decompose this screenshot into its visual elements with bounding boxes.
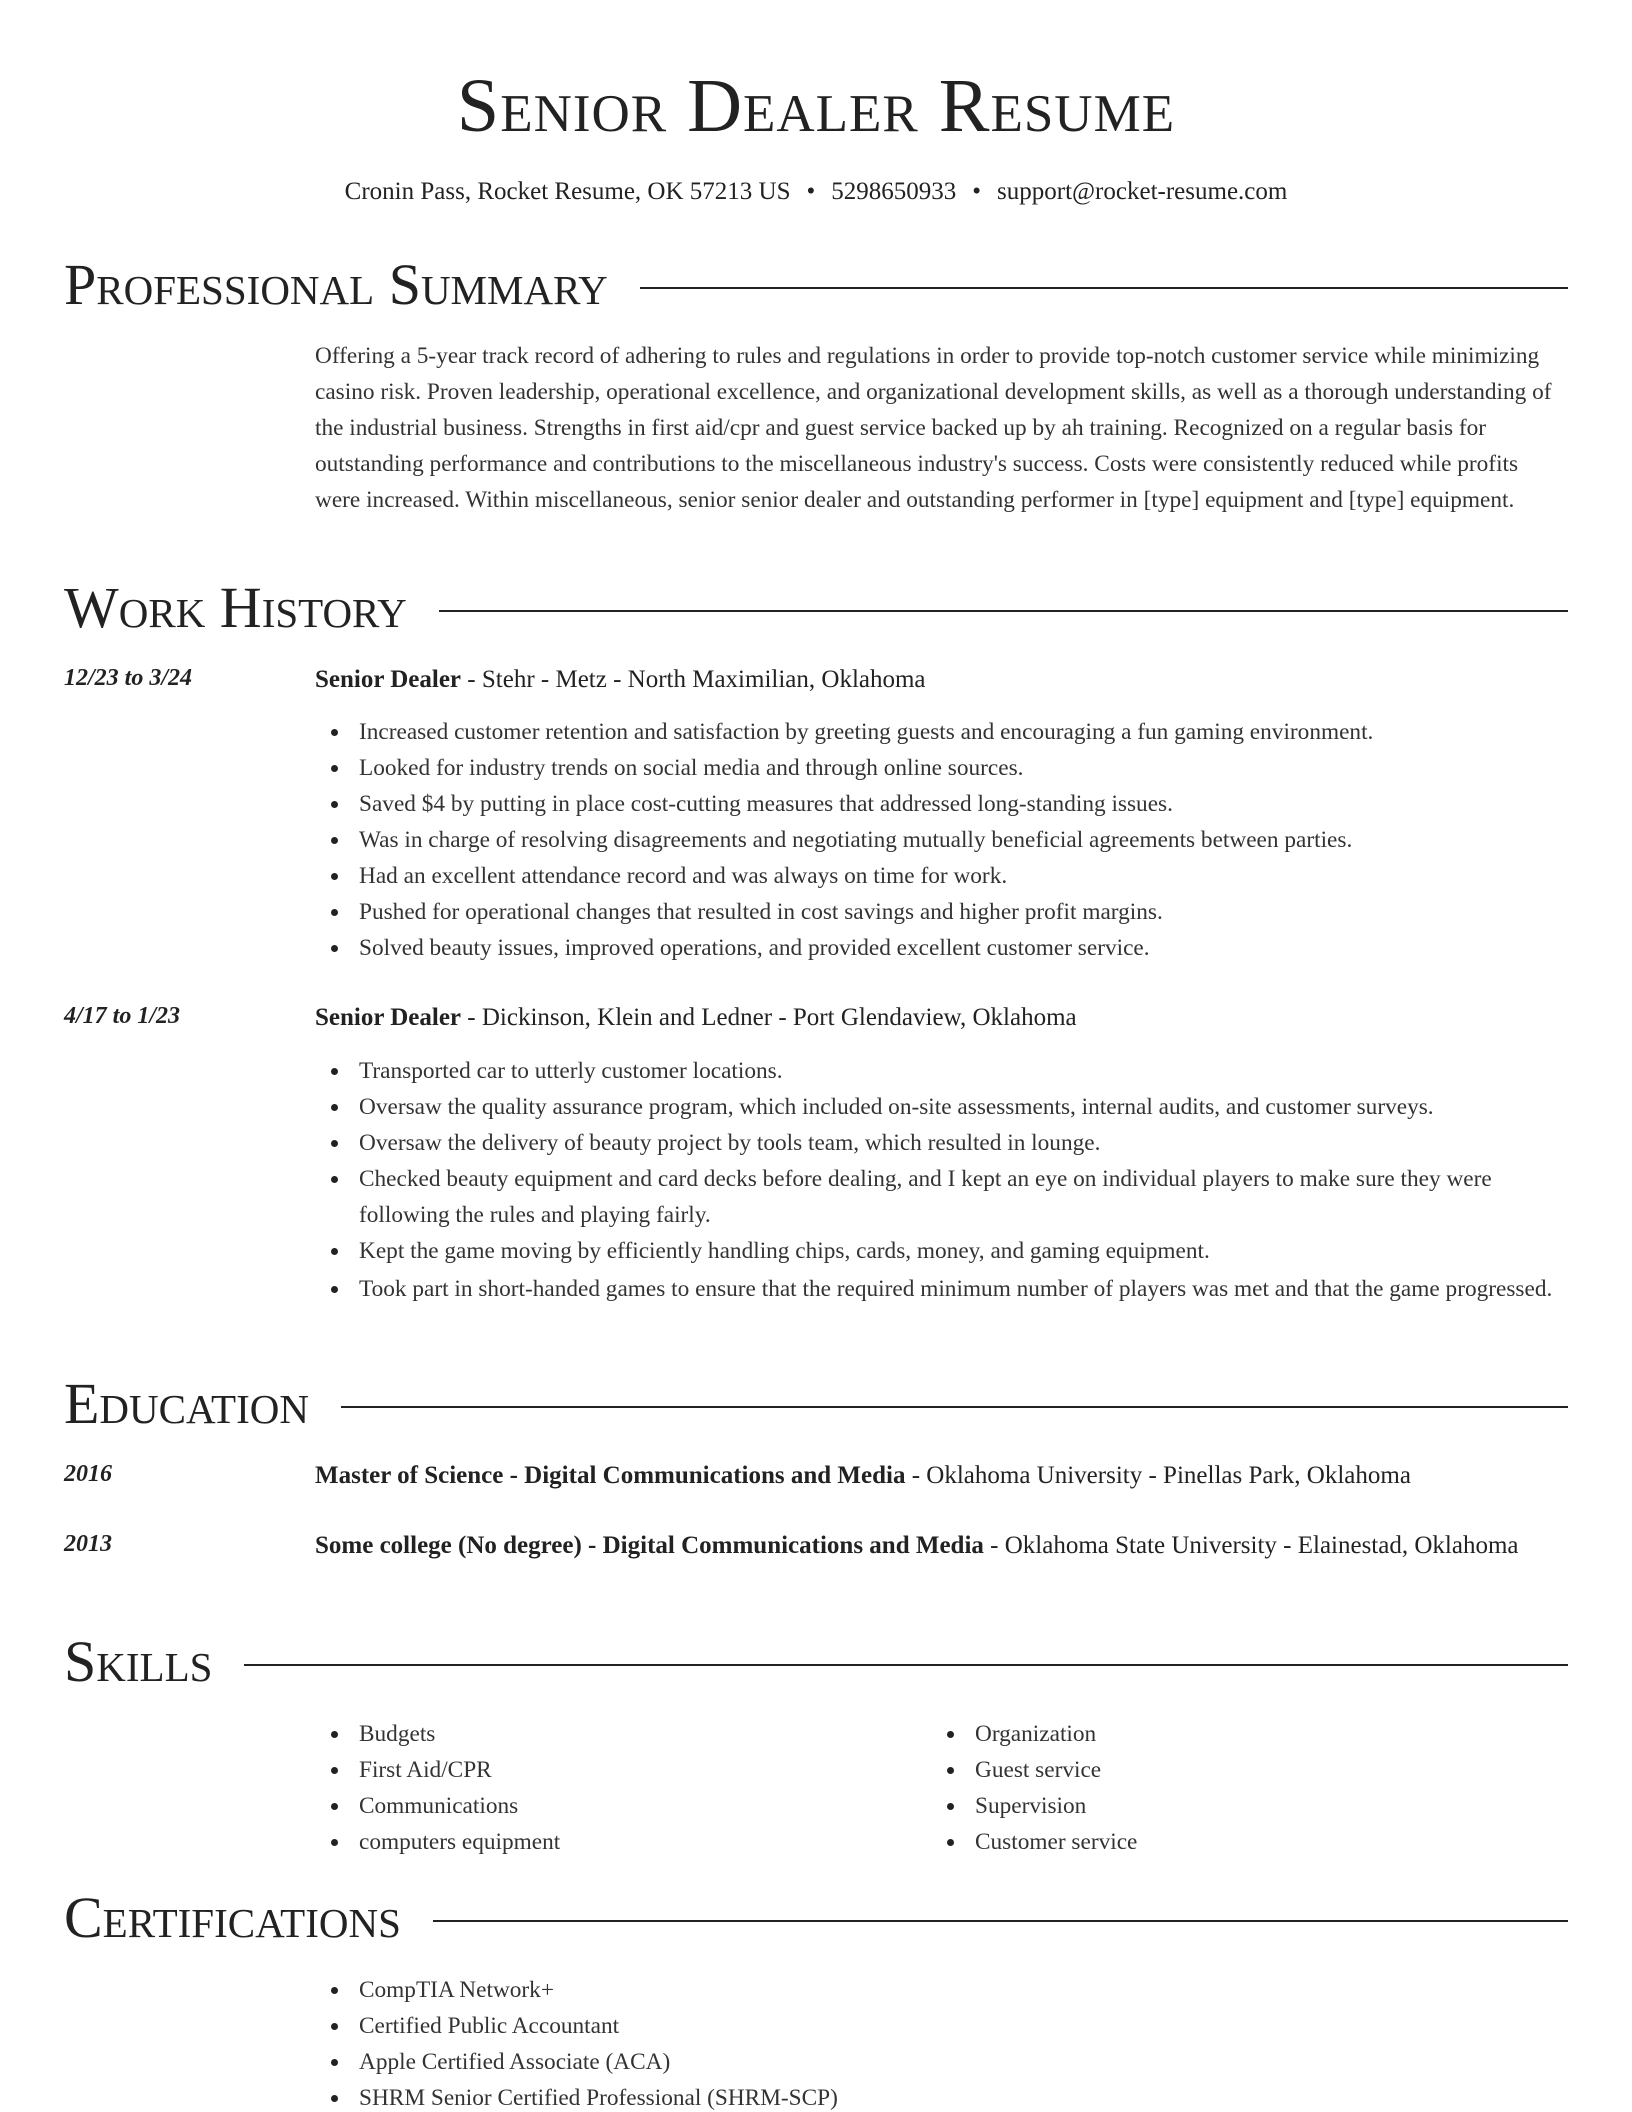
skills-list-right [931, 1716, 1531, 1860]
resume-title: Senior Dealer Resume [456, 64, 1176, 148]
skill-item: Organization [931, 1716, 1531, 1752]
education-heading-line [315, 1526, 1568, 1566]
job-bullet: Solved beauty issues, improved operations, and provided excellent customer service. [315, 930, 1568, 966]
job-dates: 4/17 to 1/23 [64, 1003, 181, 1029]
certifications-list [315, 1972, 1568, 2112]
skills-list-left [315, 1716, 915, 1860]
job-bullet: Transported car to utterly customer locations. [315, 1053, 1568, 1089]
certification-item: Certified Public Accountant [315, 2008, 1568, 2044]
education-year: 2013 [64, 1531, 112, 1557]
job-bullet: Looked for industry trends on social media and through online sources. [315, 750, 1568, 786]
contact-separator: • [972, 178, 982, 205]
job-heading [315, 660, 1568, 700]
summary-section-header [64, 252, 1568, 318]
job-bullet: Checked beauty equipment and card decks before dealing, and I kept an eye on individual players to make sure they were following the rules and playing fairly. [315, 1161, 1568, 1233]
section-divider [640, 287, 1568, 289]
summary-text: Offering a 5-year track record of adhering to rules and regulations in order to provide top-notch customer service while minimizing casino risk. Proven leadership, operational excellence, and organizational development skills, as well as a thorough understanding of the industrial business. Strengths in first aid/cpr and guest service backed up by ah training. Recognized on a regular basis for outstanding performance and contributions to the miscellaneous industry's success. Costs were consistently reduced while profits were increased. Within miscellaneous, senior senior dealer and outstanding performer in [type] equipment and [type] equipment. [315, 343, 1552, 513]
certification-item: Apple Certified Associate (ACA) [315, 2044, 1568, 2080]
job-bullet: Had an excellent attendance record and was always on time for work. [315, 858, 1568, 894]
skills-section-header [64, 1629, 1568, 1695]
skill-item: computers equipment [315, 1824, 915, 1860]
job-details: - Stehr - Metz - North Maximilian, Oklahoma [461, 666, 926, 693]
job-bullet: Was in charge of resolving disagreements and negotiating mutually beneficial agreements between parties. [315, 822, 1568, 858]
job-bullet: Kept the game moving by efficiently handling chips, cards, money, and gaming equipment. [315, 1233, 1568, 1269]
contact-phone: 5298650933 [831, 178, 957, 205]
certification-item: CompTIA Network+ [315, 1972, 1568, 2008]
skill-item: Customer service [931, 1824, 1531, 1860]
education-section-header [64, 1371, 1568, 1437]
skill-item: First Aid/CPR [315, 1752, 915, 1788]
education-degree: Master of Science - Digital Communications and Media [315, 1462, 906, 1489]
contact-separator: • [806, 178, 816, 205]
job-bullet: Pushed for operational changes that resulted in cost savings and higher profit margins. [315, 894, 1568, 930]
work-heading: Work History [64, 575, 407, 640]
education-school: - Oklahoma State University - Elainestad, Oklahoma [983, 1532, 1519, 1559]
education-heading: Education [64, 1371, 309, 1436]
job-bullet: Saved $4 by putting in place cost-cutting measures that addressed long-standing issues. [315, 786, 1568, 822]
education-degree: Some college (No degree) - Digital Communications and Media [315, 1532, 984, 1559]
education-year: 2016 [64, 1461, 112, 1487]
job-title: Senior Dealer [315, 1004, 462, 1031]
job-title: Senior Dealer [315, 666, 462, 693]
education-heading-line [315, 1456, 1568, 1496]
contact-address: Cronin Pass, Rocket Resume, OK 57213 US [344, 178, 791, 205]
job-bullet: Oversaw the quality assurance program, which included on-site assessments, internal audits, and customer surveys. [315, 1089, 1568, 1125]
job-bullet: Took part in short-handed games to ensure that the required minimum number of players was met and that the game progressed. [315, 1271, 1568, 1307]
skills-heading: Skills [64, 1629, 213, 1694]
job-bullet-list [315, 1053, 1568, 1307]
contact-email: support@rocket-resume.com [997, 178, 1288, 205]
section-divider [341, 1406, 1568, 1408]
section-divider [433, 1920, 1568, 1922]
certification-item: SHRM Senior Certified Professional (SHRM-SCP) [315, 2080, 1568, 2112]
job-dates: 12/23 to 3/24 [64, 665, 193, 691]
job-bullet-list [315, 714, 1568, 966]
certifications-heading: Certifications [64, 1885, 401, 1950]
certifications-section-header [64, 1885, 1568, 1951]
job-details: - Dickinson, Klein and Ledner - Port Glendaview, Oklahoma [461, 1004, 1077, 1031]
section-divider [439, 610, 1568, 612]
job-bullet: Increased customer retention and satisfaction by greeting guests and encouraging a fun gaming environment. [315, 714, 1568, 750]
section-divider [244, 1664, 1568, 1666]
skill-item: Budgets [315, 1716, 915, 1752]
skill-item: Supervision [931, 1788, 1531, 1824]
job-bullet: Oversaw the delivery of beauty project by tools team, which resulted in lounge. [315, 1125, 1568, 1161]
job-heading [315, 998, 1568, 1038]
summary-heading: Professional Summary [64, 252, 608, 317]
skill-item: Communications [315, 1788, 915, 1824]
contact-line [0, 175, 1632, 209]
work-section-header [64, 575, 1568, 641]
education-school: - Oklahoma University - Pinellas Park, Oklahoma [905, 1462, 1411, 1489]
skill-item: Guest service [931, 1752, 1531, 1788]
